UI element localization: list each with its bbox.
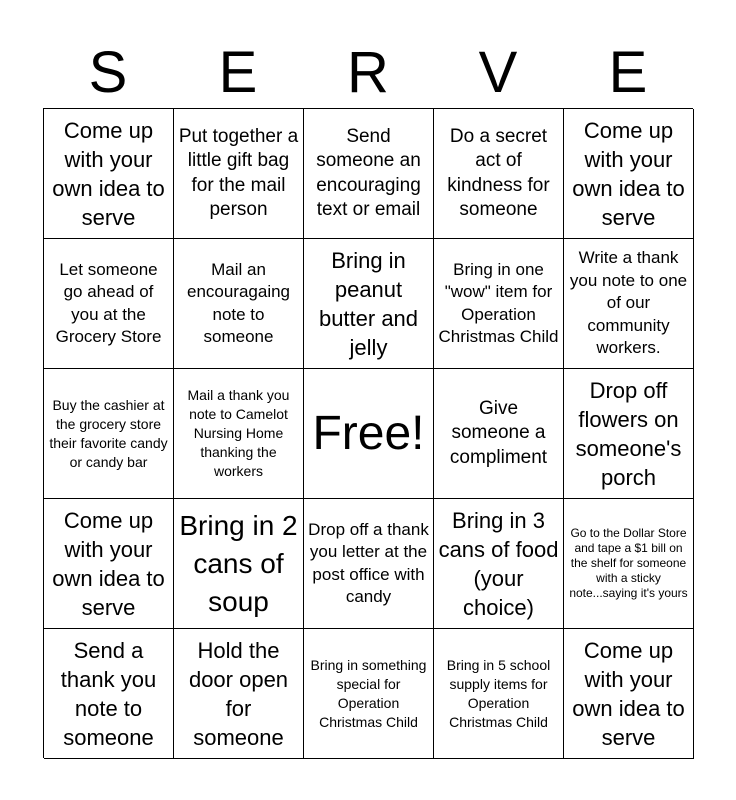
cell-text: Go to the Dollar Store and tape a $1 bill on the shelf for someone with a sticky note...saying it's yours bbox=[569, 526, 688, 600]
bingo-grid bbox=[43, 108, 693, 758]
cell-text: Bring in 5 school supply items for Operation Christmas Child bbox=[446, 656, 551, 730]
bingo-cell[interactable] bbox=[174, 109, 304, 239]
header-letter-r: R bbox=[347, 40, 389, 105]
cell-text: Drop off flowers on someone's porch bbox=[575, 377, 682, 490]
bingo-cell[interactable] bbox=[434, 239, 564, 369]
bingo-cell[interactable] bbox=[44, 239, 174, 369]
bingo-header bbox=[43, 40, 693, 106]
bingo-cell[interactable] bbox=[44, 629, 174, 759]
bingo-cell[interactable] bbox=[304, 499, 434, 629]
bingo-cell[interactable] bbox=[44, 109, 174, 239]
cell-text: Come up with your own idea to serve bbox=[572, 637, 685, 750]
header-letter-v: V bbox=[478, 40, 518, 105]
cell-text: Mail an encouragaing note to someone bbox=[186, 259, 291, 346]
bingo-cell[interactable] bbox=[304, 109, 434, 239]
cell-text: Put together a little gift bag for the mail person bbox=[178, 125, 299, 220]
bingo-cell[interactable] bbox=[564, 109, 694, 239]
bingo-cell[interactable] bbox=[434, 369, 564, 499]
cell-text: Come up with your own idea to serve bbox=[52, 117, 165, 230]
bingo-cell[interactable] bbox=[434, 629, 564, 759]
bingo-cell[interactable] bbox=[434, 499, 564, 629]
cell-text: Bring in one "wow" item for Operation Christmas Child bbox=[438, 259, 559, 346]
cell-text: Send a thank you note to someone bbox=[60, 637, 157, 750]
bingo-cell[interactable] bbox=[174, 629, 304, 759]
cell-text: Come up with your own idea to serve bbox=[572, 117, 685, 230]
cell-text: Write a thank you note to one of our community workers. bbox=[569, 248, 688, 358]
header-letter-e2: E bbox=[608, 40, 648, 105]
cell-text: Drop off a thank you letter at the post office with candy bbox=[308, 519, 429, 606]
bingo-cell[interactable] bbox=[174, 499, 304, 629]
cell-text: Hold the door open for someone bbox=[188, 637, 289, 750]
cell-text: Send someone an encouraging text or email bbox=[316, 125, 421, 220]
cell-text: Give someone a compliment bbox=[449, 397, 548, 468]
free-space-text: Free! bbox=[312, 406, 425, 460]
bingo-cell[interactable] bbox=[564, 499, 694, 629]
bingo-cell[interactable] bbox=[44, 499, 174, 629]
header-letter-s: S bbox=[88, 40, 128, 105]
cell-text: Bring in 3 cans of food (your choice) bbox=[438, 507, 559, 620]
cell-text: Bring in something special for Operation Christmas Child bbox=[310, 656, 427, 730]
cell-text: Bring in peanut butter and jelly bbox=[318, 247, 419, 360]
cell-text: Bring in 2 cans of soup bbox=[179, 509, 298, 617]
bingo-cell[interactable] bbox=[44, 369, 174, 499]
bingo-cell[interactable] bbox=[434, 109, 564, 239]
bingo-cell[interactable] bbox=[174, 369, 304, 499]
bingo-cell[interactable] bbox=[564, 369, 694, 499]
bingo-cell[interactable] bbox=[304, 629, 434, 759]
cell-text: Mail a thank you note to Camelot Nursing Home thanking the workers bbox=[187, 387, 290, 479]
cell-text: Do a secret act of kindness for someone bbox=[447, 125, 550, 220]
cell-text: Come up with your own idea to serve bbox=[52, 507, 165, 620]
bingo-cell[interactable] bbox=[564, 629, 694, 759]
bingo-cell[interactable] bbox=[174, 239, 304, 369]
cell-text: Buy the cashier at the grocery store their favorite candy or candy bar bbox=[49, 396, 168, 470]
header-letter-e: E bbox=[218, 40, 258, 105]
cell-text: Let someone go ahead of you at the Grocery Store bbox=[55, 259, 162, 346]
bingo-cell[interactable] bbox=[304, 239, 434, 369]
bingo-cell[interactable] bbox=[564, 239, 694, 369]
free-space[interactable] bbox=[304, 369, 434, 499]
